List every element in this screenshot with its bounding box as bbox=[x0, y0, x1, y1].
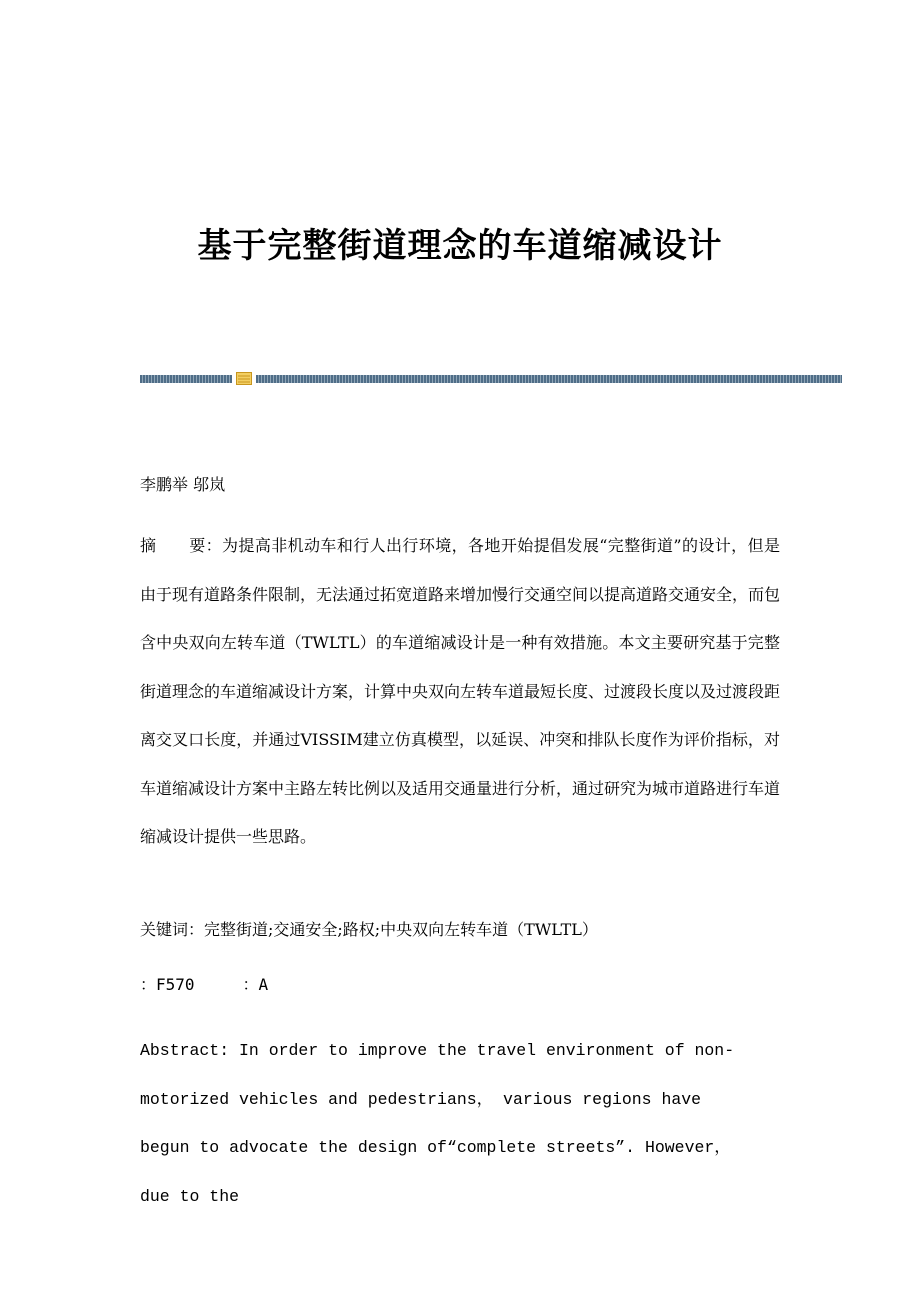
decorative-rule-right bbox=[256, 375, 842, 383]
abstract-chinese-text: 为提高非机动车和行人出行环境，各地开始提倡发展“完整街道”的设计，但是由于现有道路条件限制，无法通过拓宽道路来增加慢行交通空间以提高道路交通安全，而包含中央双向左转车道（TWLTL）的车道缩减设计是一种有效措施。本文主要研究基于完整街道理念的车道缩减设计方案，计算中央双向左转车道最短长度、过渡段长度以及过渡段距离交叉口长度，并通过VISSIM建立仿真模型，以延误、冲突和排队长度作为评价指标，对车道缩减设计方案中主路左转比例以及适用交通量进行分析，通过研究为城市道路进行车道缩减设计提供一些思路。 bbox=[140, 536, 781, 846]
abstract-english-label: Abstract: bbox=[140, 1041, 230, 1060]
page-title: 基于完整街道理念的车道缩减设计 bbox=[197, 226, 723, 266]
abstract-english bbox=[140, 1027, 760, 1221]
abstract-english-text: In order to improve the travel environment of non-motorized vehicles and pedestrians， various regions have begun to advocate the design of“complete streets”. However， due to the bbox=[140, 1041, 735, 1206]
decorative-emblem-icon bbox=[236, 372, 252, 385]
decorative-rule-left bbox=[140, 375, 232, 383]
authors: 李鹏举 邬岚 bbox=[140, 475, 226, 494]
abstract-chinese-label: 摘 要： bbox=[140, 536, 223, 555]
keywords: 关键词：完整街道;交通安全;路权;中央双向左转车道（TWLTL） bbox=[140, 920, 598, 939]
classification-codes: ：F570 ：A bbox=[140, 975, 269, 994]
abstract-chinese bbox=[140, 522, 780, 862]
